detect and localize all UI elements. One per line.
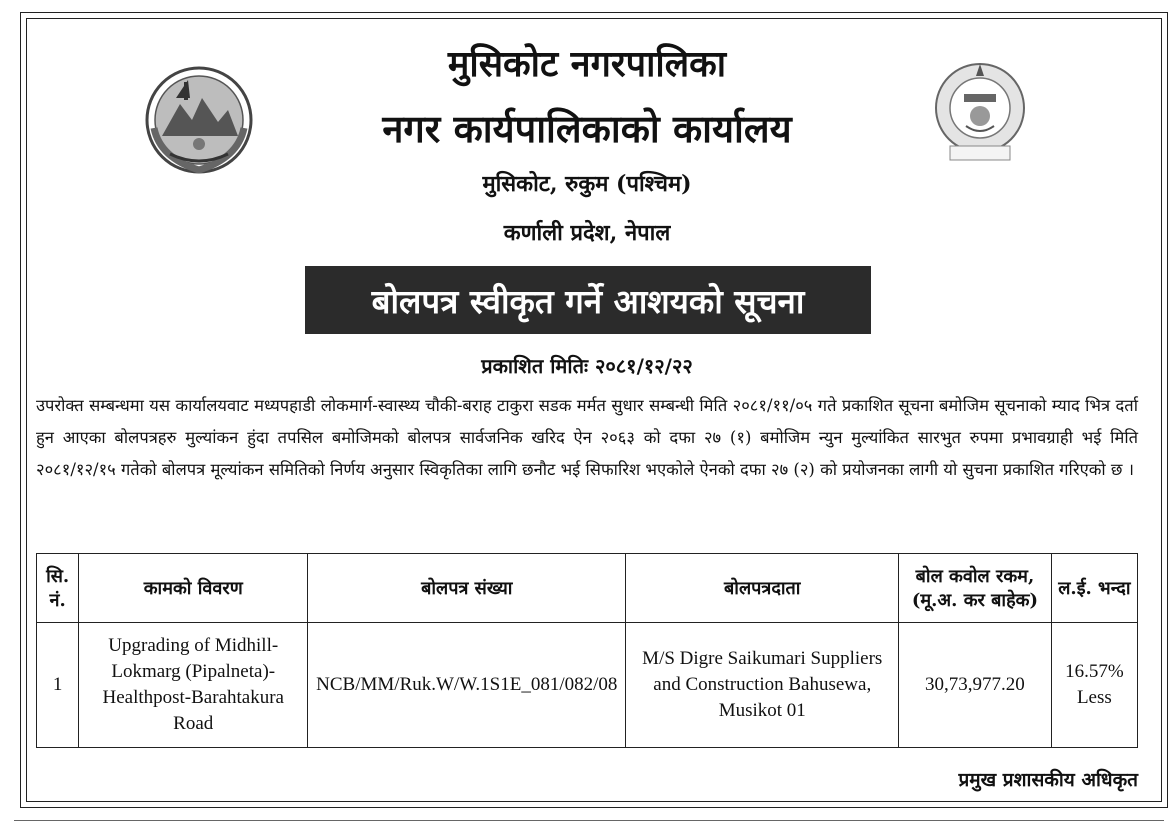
province-line: कर्णाली प्रदेश, नेपाल	[503, 220, 671, 246]
header-vs-estimate: ल.ई. भन्दा	[1051, 554, 1137, 623]
table-row	[37, 623, 1138, 748]
office-title: नगर कार्यपालिकाको कार्यालय	[382, 106, 792, 151]
location-line: मुसिकोट, रुकुम (पश्चिम)	[482, 171, 692, 197]
header-bid-amount: बोल कवोल रकम, (मू.अ. कर बाहेक)	[899, 554, 1052, 623]
cell-bid-number: NCB/MM/Ruk.W/W.1S1E_081/082/08	[308, 623, 626, 748]
bid-table	[36, 553, 1138, 748]
table-header-row	[37, 554, 1138, 623]
header-bid-number: बोलपत्र संख्या	[308, 554, 626, 623]
bottom-divider	[14, 820, 1164, 821]
cell-vs-estimate: 16.57% Less	[1051, 623, 1137, 748]
notice-body: उपरोक्त सम्बन्धमा यस कार्यालयवाट मध्यपहाडी लोकमार्ग-स्वास्थ्य चौकी-बराह टाकुरा सडक मर्मत सुधार सम्बन्धी मिति २०८१/११/०५ गते प्रकाशित सूचना बमोजिम सूचनाको म्याद भित्र दर्ता हुन आएका बोलपत्रहरु मुल्यांकन हुंदा तपसिल बमोजिमको बोलपत्र सार्वजनिक खरिद ऐन २०६३ को दफा २७ (१) बमोजिम न्युन मुल्यांकित सारभुत रुपमा प्रभावग्राही भई मिति २०८१/१२/१५ गतेको बोलपत्र मूल्यांकन समितिको निर्णय अनुसार स्विकृतिका लागि छनौट भई सिफारिश भएकोले ऐनको दफा २७ (२) को प्रयोजनका लागी यो सुचना प्रकाशित गरिएको छ ।	[36, 396, 1138, 479]
notice-title: बोलपत्र स्वीकृत गर्ने आशयको सूचना	[371, 281, 805, 321]
signatory: प्रमुख प्रशासकीय अधिकृत	[958, 769, 1138, 791]
municipality-title: मुसिकोट नगरपालिका	[447, 43, 727, 85]
cell-work-description: Upgrading of Midhill-Lokmarg (Pipalneta)-Healthpost-Barahtakura Road	[79, 623, 308, 748]
header-sn: सि. नं.	[37, 554, 79, 623]
cell-bid-amount: 30,73,977.20	[899, 623, 1052, 748]
cell-sn: 1	[37, 623, 79, 748]
header-work-description: कामको विवरण	[79, 554, 308, 623]
notice-title-banner	[305, 266, 871, 334]
header-bidder: बोलपत्रदाता	[626, 554, 899, 623]
published-date: प्रकाशित मितिः २०८१/१२/२२	[481, 354, 693, 378]
cell-bidder: M/S Digre Saikumari Suppliers and Construction Bahusewa, Musikot 01	[626, 623, 899, 748]
